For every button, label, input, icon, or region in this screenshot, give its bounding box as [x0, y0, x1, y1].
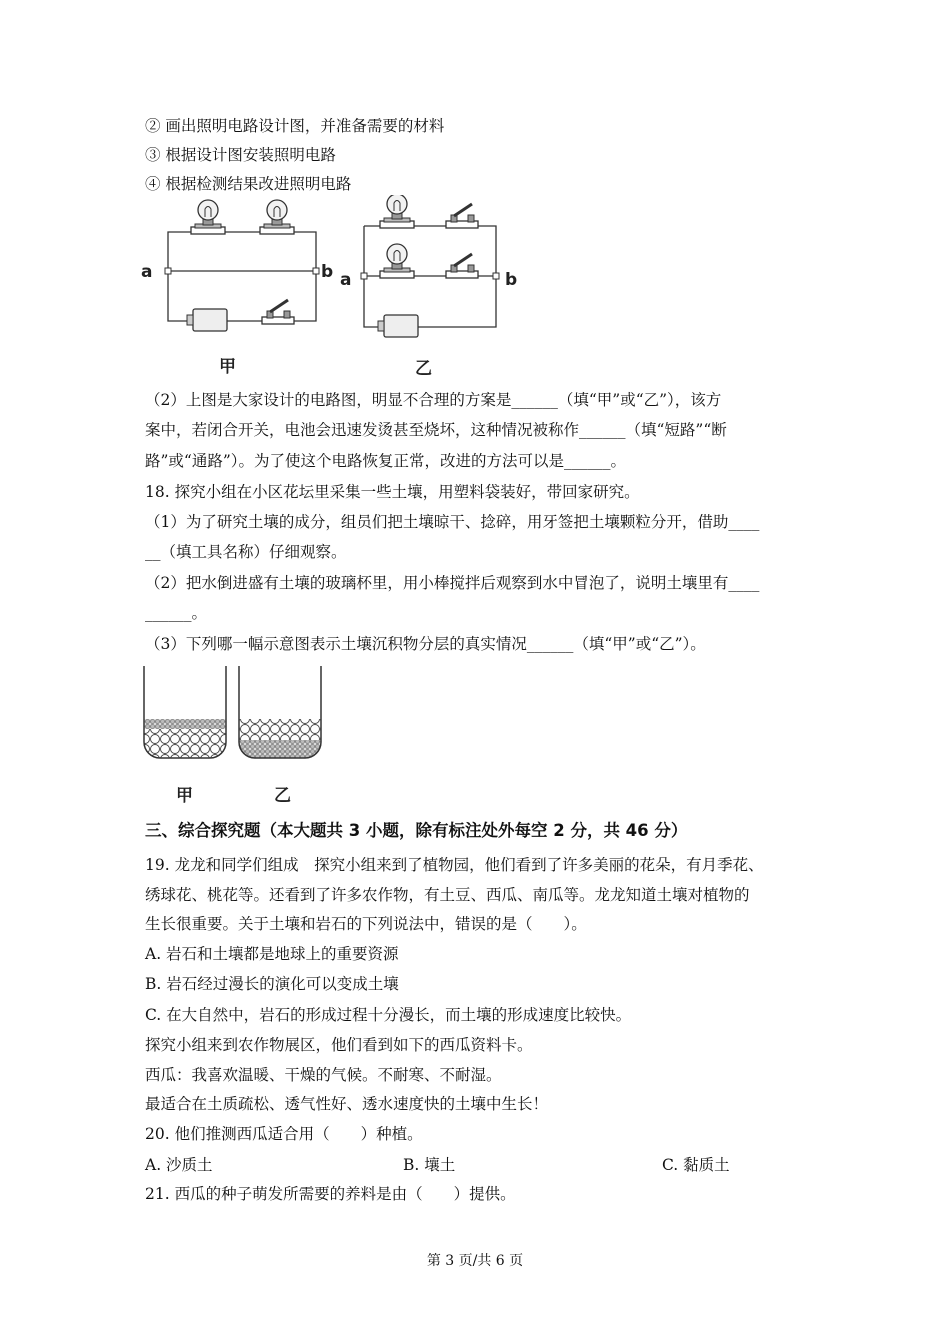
context-line1: 探究小组来到农作物展区，他们看到如下的西瓜资料卡。	[145, 1036, 533, 1054]
q18-1-line2: __（填工具名称）仔细观察。	[145, 543, 347, 561]
q19-option-c: C. 在大自然中，岩石的形成过程十分漫长，而土壤的形成速度比较快。	[145, 1006, 632, 1024]
section-3-heading: 三、综合探究题（本大题共 3 小题，除有标注处外每空 2 分，共 46 分）	[145, 821, 688, 840]
q19-line2: 绣球花、桃花等。还看到了许多农作物，有土豆、西瓜、南瓜等。龙龙知道土壤对植物的	[145, 886, 750, 904]
yi-caption: 乙	[415, 359, 432, 379]
beaker-jia-caption: 甲	[176, 786, 193, 806]
q20-option-c: C. 黏质土	[662, 1156, 730, 1174]
beaker-jia	[140, 666, 230, 806]
jia-caption: 甲	[219, 357, 236, 377]
q17-2-line3: 路”或“通路”）。为了使这个电路恢复正常，改进的方法可以是______。	[145, 452, 627, 470]
beaker-yi-caption: 乙	[274, 786, 291, 806]
jia-terminal-b: b	[321, 262, 334, 282]
q21-stem: 21. 西瓜的种子萌发所需要的养料是由（ ）提供。	[145, 1185, 516, 1203]
q17-2-line1: （2）上图是大家设计的电路图，明显不合理的方案是______（填“甲”或“乙”），该方	[145, 391, 722, 409]
q18-3: （3）下列哪一幅示意图表示土壤沉积物分层的真实情况______（填“甲”或“乙”）。	[145, 635, 706, 653]
circuit-diagram	[135, 195, 535, 380]
q18-2-line1: （2）把水倒进盛有土壤的玻璃杯里，用小棒搅拌后观察到水中冒泡了，说明土壤里有____	[145, 574, 760, 592]
context-line3: 最适合在土质疏松、透气性好、透水速度快的土壤中生长！	[145, 1095, 549, 1113]
q17-2-line2: 案中，若闭合开关，电池会迅速发烫甚至烧坏，这种情况被称作______（填“短路”“断	[145, 421, 727, 439]
q19-line3: 生长很重要。关于土壤和岩石的下列说法中，错误的是（ ）。	[145, 915, 587, 933]
q18-stem: 18. 探究小组在小区花坛里采集一些土壤，用塑料袋装好，带回家研究。	[145, 483, 640, 501]
q20-stem: 20. 他们推测西瓜适合用（ ）种植。	[145, 1125, 423, 1143]
q18-1-line1: （1）为了研究土壤的成分，组员们把土壤晾干、捻碎，用牙签把土壤颗粒分开，借助____	[145, 513, 760, 531]
jia-terminal-a: a	[141, 262, 153, 282]
sediment-diagram	[140, 664, 330, 809]
beaker-yi	[235, 666, 325, 806]
q20-option-a: A. 沙质土	[145, 1156, 213, 1174]
circuit-jia	[141, 200, 333, 377]
q19-option-a: A. 岩石和土壤都是地球上的重要资源	[145, 945, 399, 963]
q19-line1: 19. 龙龙和同学们组成 探究小组来到了植物园，他们看到了许多美丽的花朵，有月季花、	[145, 856, 764, 874]
yi-terminal-a: a	[340, 270, 352, 290]
step-3: ③ 根据设计图安装照明电路	[145, 146, 336, 164]
q18-2-line2: ______。	[145, 604, 208, 622]
context-line2: 西瓜：我喜欢温暖、干燥的气候。不耐寒、不耐湿。	[145, 1066, 502, 1084]
q19-option-b: B. 岩石经过漫长的演化可以变成土壤	[145, 975, 399, 993]
step-4: ④ 根据检测结果改进照明电路	[145, 175, 352, 193]
step-2: ② 画出照明电路设计图，并准备需要的材料	[145, 117, 445, 135]
page-number: 第 3 页/共 6 页	[426, 1253, 524, 1269]
yi-terminal-b: b	[505, 270, 518, 290]
q20-option-b: B. 壤土	[403, 1156, 456, 1174]
circuit-yi	[340, 195, 517, 379]
